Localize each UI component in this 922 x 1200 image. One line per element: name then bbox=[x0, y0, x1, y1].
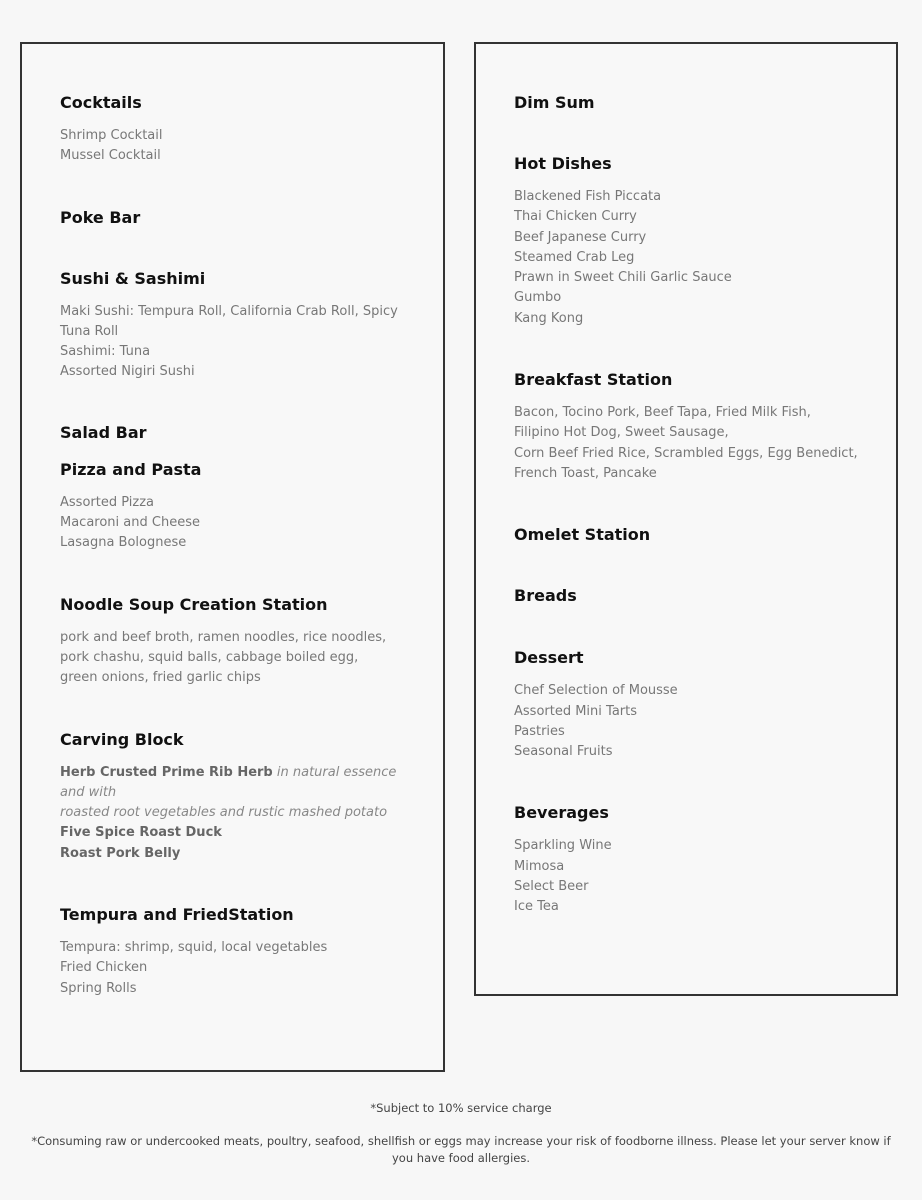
menu-item bbox=[514, 228, 858, 248]
section-items bbox=[60, 302, 405, 383]
menu-item bbox=[60, 648, 405, 668]
menu-item-text: Macaroni and Cheese bbox=[60, 515, 200, 531]
menu-item-text: Gumbo bbox=[514, 290, 562, 306]
menu-item-text: pork chashu, squid balls, cabbage boiled egg, bbox=[60, 649, 359, 665]
menu-item bbox=[514, 288, 858, 308]
menu-item bbox=[60, 979, 405, 999]
menu-item-text: Assorted Mini Tarts bbox=[514, 703, 637, 719]
menu-item bbox=[514, 207, 858, 227]
menu-section-omelet-station bbox=[514, 524, 858, 546]
section-title: Poke Bar bbox=[60, 207, 141, 227]
menu-item-text: Chef Selection of Mousse bbox=[514, 683, 678, 699]
menu-section-noodle-soup-creation-station bbox=[60, 594, 405, 689]
menu-item-text: Beef Japanese Curry bbox=[514, 229, 647, 245]
menu-item bbox=[514, 836, 858, 856]
menu-item bbox=[60, 844, 405, 864]
menu-item bbox=[60, 763, 405, 804]
menu-right-column bbox=[474, 42, 898, 996]
menu-item-text: green onions, fried garlic chips bbox=[60, 670, 261, 686]
section-title: Breads bbox=[514, 586, 577, 606]
section-title: Beverages bbox=[514, 803, 609, 823]
menu-item-text: Select Beer bbox=[514, 879, 589, 895]
menu-item bbox=[60, 628, 405, 648]
menu-item bbox=[514, 309, 858, 329]
menu-item bbox=[514, 742, 858, 762]
menu-item-text: Seasonal Fruits bbox=[514, 744, 613, 760]
section-items bbox=[60, 493, 405, 554]
menu-item-text: Steamed Crab Leg bbox=[514, 249, 635, 265]
menu-section-dim-sum bbox=[514, 92, 858, 114]
menu-item-name: Herb Crusted Prime Rib Herb bbox=[60, 764, 273, 780]
menu-item-text: Assorted Pizza bbox=[60, 494, 154, 510]
menu-item bbox=[60, 668, 405, 688]
menu-item-name: Five Spice Roast Duck bbox=[60, 825, 222, 841]
section-title: Carving Block bbox=[60, 729, 184, 749]
menu-item-text: Prawn in Sweet Chili Garlic Sauce bbox=[514, 270, 732, 286]
menu-section-tempura-and-friedstation bbox=[60, 904, 405, 999]
section-title: Omelet Station bbox=[514, 525, 651, 545]
menu-item-text: Assorted Nigiri Sushi bbox=[60, 364, 195, 380]
menu-section-cocktails bbox=[60, 92, 405, 167]
menu-item-text: Lasagna Bolognese bbox=[60, 535, 187, 551]
section-items bbox=[60, 763, 405, 864]
menu-item-text: Sashimi: Tuna bbox=[60, 344, 151, 360]
menu-item-text: Corn Beef Fried Rice, Scrambled Eggs, Egg Benedict, French Toast, Pancake bbox=[514, 445, 858, 481]
menu-item-text: Spring Rolls bbox=[60, 980, 137, 996]
menu-item bbox=[514, 187, 858, 207]
menu-item bbox=[514, 857, 858, 877]
section-title: Breakfast Station bbox=[514, 370, 673, 390]
menu-item-description: roasted root vegetables and rustic mashed potato bbox=[60, 805, 388, 821]
menu-item bbox=[514, 403, 858, 444]
menu-item bbox=[60, 823, 405, 843]
menu-section-breakfast-station bbox=[514, 369, 858, 484]
section-title: Sushi & Sashimi bbox=[60, 268, 206, 288]
menu-item bbox=[60, 362, 405, 382]
section-items bbox=[514, 403, 858, 484]
menu-section-sushi-and-sashimi bbox=[60, 268, 405, 383]
menu-item-text: Fried Chicken bbox=[60, 960, 148, 976]
menu-section-salad-bar bbox=[60, 422, 405, 444]
menu-item-text: Kang Kong bbox=[514, 310, 584, 326]
section-title: Pizza and Pasta bbox=[60, 459, 202, 479]
menu-item-text: Sparkling Wine bbox=[514, 838, 612, 854]
menu-item bbox=[60, 302, 405, 343]
menu-item bbox=[60, 146, 405, 166]
menu-item bbox=[60, 513, 405, 533]
menu-item-text: Mimosa bbox=[514, 858, 565, 874]
menu-item bbox=[514, 681, 858, 701]
menu-section-poke-bar bbox=[60, 207, 405, 229]
section-items bbox=[60, 126, 405, 167]
menu-item bbox=[60, 938, 405, 958]
section-title: Noodle Soup Creation Station bbox=[60, 594, 328, 614]
menu-item bbox=[514, 444, 858, 485]
menu-item bbox=[60, 533, 405, 553]
section-items bbox=[60, 628, 405, 689]
menu-item-text: Blackened Fish Piccata bbox=[514, 189, 662, 204]
menu-section-breads bbox=[514, 585, 858, 607]
menu-item-text: Pastries bbox=[514, 723, 565, 739]
menu-item-text: Mussel Cocktail bbox=[60, 148, 161, 164]
section-items bbox=[60, 938, 405, 999]
section-title: Dessert bbox=[514, 648, 584, 668]
section-title: Salad Bar bbox=[60, 422, 147, 442]
menu-item bbox=[514, 877, 858, 897]
menu-section-hot-dishes bbox=[514, 153, 858, 329]
section-items bbox=[514, 836, 858, 917]
section-items bbox=[514, 681, 858, 762]
menu-item bbox=[514, 897, 858, 917]
menu-item bbox=[60, 803, 405, 823]
menu-item-text: Maki Sushi: Tempura Roll, California Crab Roll, Spicy Tuna Roll bbox=[60, 303, 398, 339]
menu-item bbox=[514, 722, 858, 742]
menu-item-description: in natural essence and with bbox=[60, 764, 397, 800]
menu-item-text: Bacon, Tocino Pork, Beef Tapa, Fried Milk Fish, Filipino Hot Dog, Sweet Sausage, bbox=[514, 405, 811, 441]
menu-item bbox=[514, 268, 858, 288]
menu-left-column bbox=[20, 42, 445, 1072]
section-title: Cocktails bbox=[60, 93, 142, 112]
menu-item bbox=[60, 958, 405, 978]
menu-item bbox=[514, 248, 858, 268]
menu-section-beverages bbox=[514, 802, 858, 917]
menu-item-text: Tempura: shrimp, squid, local vegetables bbox=[60, 940, 328, 956]
menu-item-text: Ice Tea bbox=[514, 899, 559, 915]
menu-item-name: Roast Pork Belly bbox=[60, 845, 181, 861]
menu-item bbox=[60, 493, 405, 513]
service-charge-note: *Subject to 10% service charge bbox=[370, 1101, 552, 1115]
menu-item bbox=[514, 702, 858, 722]
section-title: Hot Dishes bbox=[514, 154, 612, 173]
section-title: Tempura and FriedStation bbox=[60, 905, 294, 925]
menu-item-text: Thai Chicken Curry bbox=[514, 209, 637, 225]
menu-item bbox=[60, 126, 405, 146]
menu-item bbox=[60, 342, 405, 362]
menu-section-dessert bbox=[514, 647, 858, 762]
menu-item-text: Shrimp Cocktail bbox=[60, 128, 163, 143]
menu-section-pizza-and-pasta bbox=[60, 459, 405, 554]
section-items bbox=[514, 187, 858, 329]
menu-item-text: pork and beef broth, ramen noodles, rice noodles, bbox=[60, 629, 387, 645]
foodborne-illness-warning: *Consuming raw or undercooked meats, poultry, seafood, shellfish or eggs may increase your risk of foodborne illness. Please let your server know if you have food allergies. bbox=[31, 1134, 891, 1165]
menu-section-carving-block bbox=[60, 729, 405, 864]
section-title: Dim Sum bbox=[514, 93, 595, 112]
